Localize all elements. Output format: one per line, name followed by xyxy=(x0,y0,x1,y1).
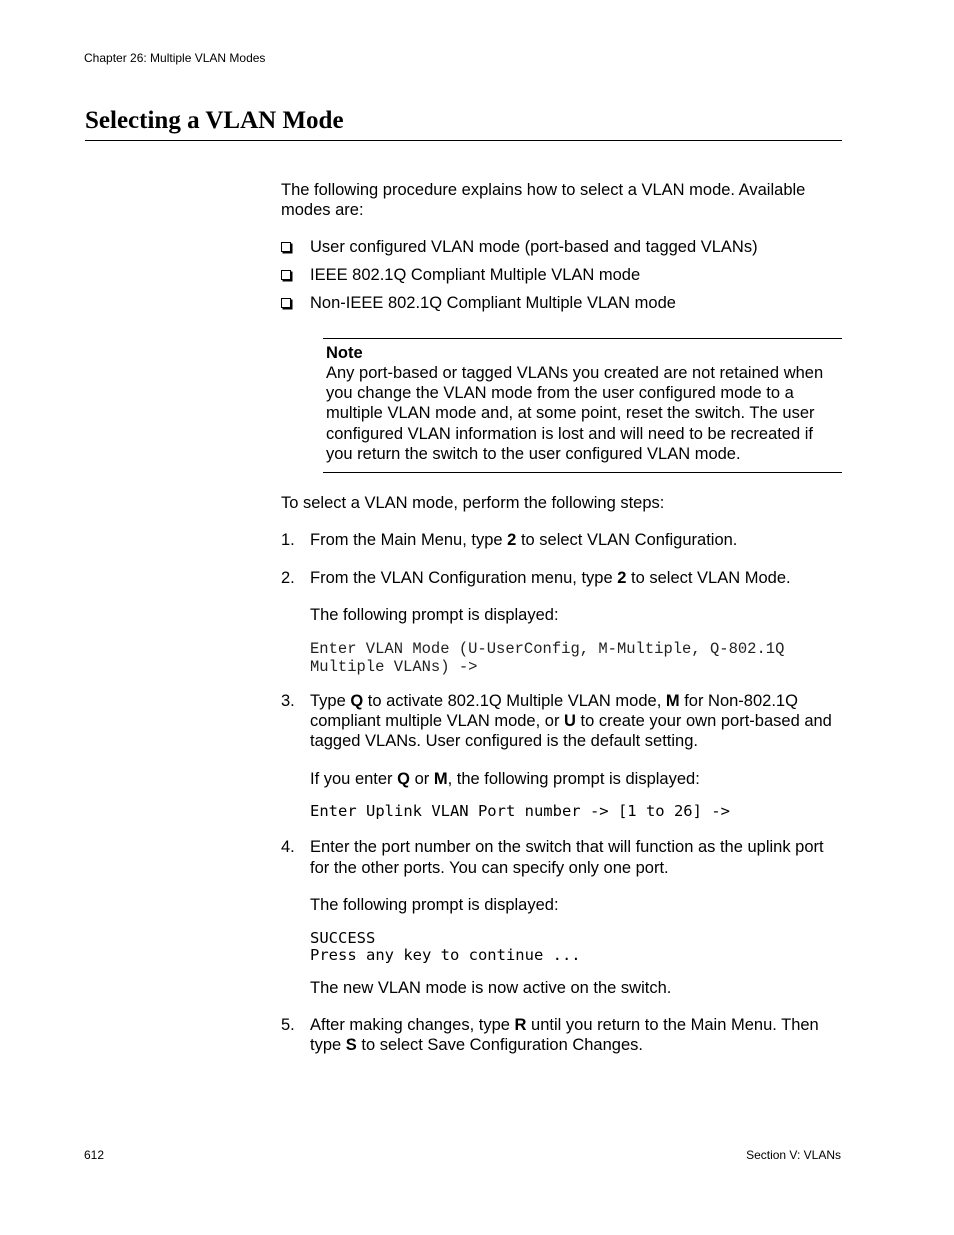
step-text-part: to select VLAN Mode. xyxy=(626,569,791,587)
code-prompt-success: SUCCESS Press any key to continue ... xyxy=(310,929,581,964)
prompt-intro: The following prompt is displayed: xyxy=(310,896,559,914)
list-item-text: Non-IEEE 802.1Q Compliant Multiple VLAN mode xyxy=(310,294,676,312)
step-text-part: to create your own port-based and tagged VLANs. User configured is the default setting. xyxy=(310,712,832,750)
step-text: Enter the port number on the switch that will function as the uplink port for the other ports. You can specify only one port. xyxy=(310,838,824,877)
step-text-part: to activate 802.1Q Multiple VLAN mode, xyxy=(363,692,666,710)
text-part: or xyxy=(409,770,434,788)
checkbox-bullet-icon xyxy=(281,270,291,280)
code-prompt-vlan-mode: Enter VLAN Mode (U-UserConfig, M-Multiple, Q-802.1Q Multiple VLANs) -> xyxy=(310,640,785,676)
if-enter-text xyxy=(310,769,842,789)
step-text-part: until you return to the Main Menu. Then type xyxy=(310,1016,819,1054)
note-body: Any port-based or tagged VLANs you created are not retained when you change the VLAN mode from the user configured mode to a multiple VLAN mode and, at some point, reset the switch. The user configured VLAN information is lost and will need to be recreated if you return the switch to the user configured VLAN mode. xyxy=(326,364,824,463)
note-box xyxy=(323,338,842,473)
step-number: 2. xyxy=(281,569,295,587)
page-title: Selecting a VLAN Mode xyxy=(85,107,842,141)
key-label: 2 xyxy=(507,531,517,549)
step-text-part: to select VLAN Configuration. xyxy=(516,531,738,549)
step-text-part: to select Save Configuration Changes. xyxy=(356,1036,643,1054)
code-prompt-uplink: Enter Uplink VLAN Port number -> [1 to 26] -> xyxy=(310,802,730,820)
note-title: Note xyxy=(326,344,363,362)
step-text-part: From the Main Menu, type xyxy=(310,531,508,549)
key-label: S xyxy=(345,1036,357,1054)
steps-intro: To select a VLAN mode, perform the following steps: xyxy=(281,494,665,512)
text-part: , the following prompt is displayed: xyxy=(447,770,700,788)
list-item-text: User configured VLAN mode (port-based and tagged VLANs) xyxy=(310,238,758,256)
key-label: U xyxy=(564,712,576,730)
checkbox-bullet-icon xyxy=(281,242,291,252)
list-item-text: IEEE 802.1Q Compliant Multiple VLAN mode xyxy=(310,266,641,284)
step-number: 3. xyxy=(281,692,295,710)
text-part: If you enter xyxy=(310,770,398,788)
key-label: 2 xyxy=(617,569,627,587)
intro-paragraph: The following procedure explains how to select a VLAN mode. Available modes are: xyxy=(281,181,806,219)
key-label: Q xyxy=(350,692,364,710)
step-text-part: After making changes, type xyxy=(310,1016,515,1034)
step-text xyxy=(310,1015,842,1055)
key-label: M xyxy=(433,770,448,788)
footer-section: Section V: VLANs xyxy=(746,1148,841,1162)
prompt-intro: The following prompt is displayed: xyxy=(310,606,559,624)
running-header: Chapter 26: Multiple VLAN Modes xyxy=(84,51,266,65)
step-text-part: Type xyxy=(310,692,351,710)
page-number: 612 xyxy=(84,1148,105,1162)
step-text xyxy=(310,530,842,550)
key-label: R xyxy=(514,1016,527,1034)
step-number: 4. xyxy=(281,838,295,856)
step-text-part: From the VLAN Configuration menu, type xyxy=(310,569,618,587)
step-text xyxy=(310,568,842,588)
checkbox-bullet-icon xyxy=(281,298,291,308)
step-text xyxy=(310,691,842,751)
active-text: The new VLAN mode is now active on the switch. xyxy=(310,979,672,997)
key-label: Q xyxy=(397,770,410,788)
step-number: 5. xyxy=(281,1016,295,1034)
key-label: M xyxy=(665,692,680,710)
step-text-part: for Non-802.1Q compliant multiple VLAN mode, or xyxy=(310,692,798,730)
step-number: 1. xyxy=(281,531,295,549)
